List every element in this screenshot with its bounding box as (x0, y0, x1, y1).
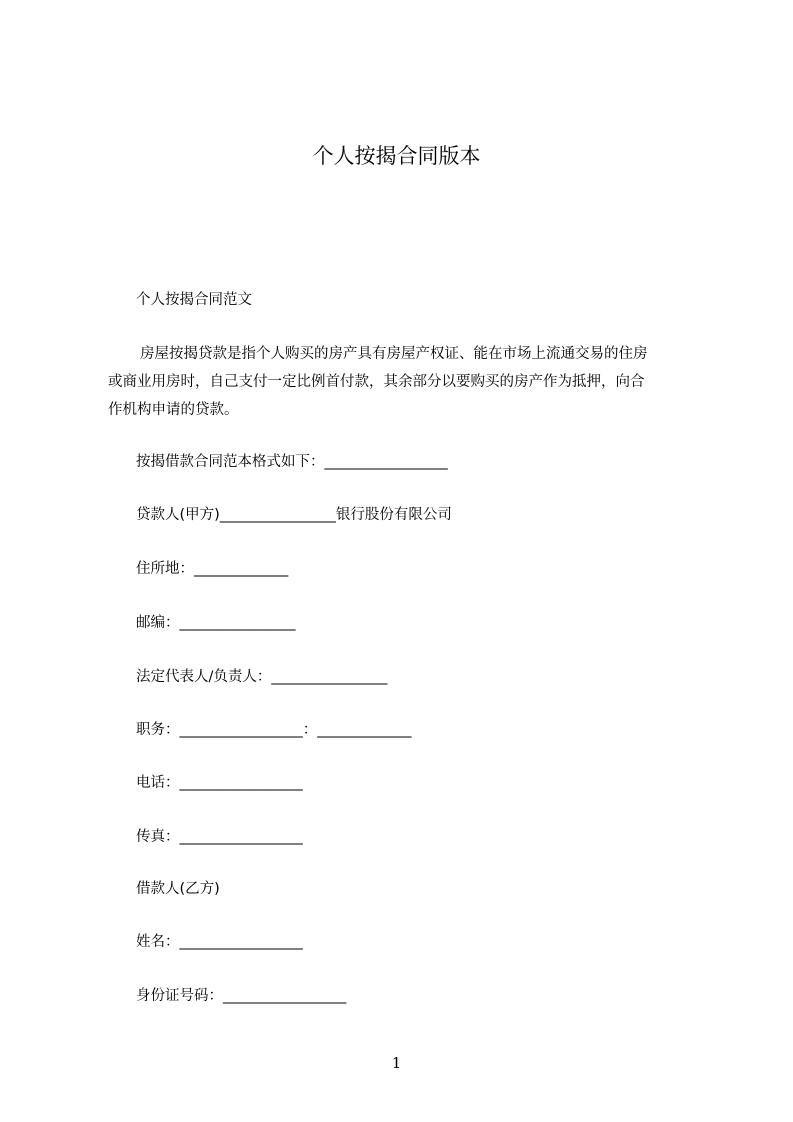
document-title: 个人按揭合同版本 (312, 144, 481, 168)
id-number-line: 身份证号码：_________________ (136, 988, 347, 1004)
address-line: 住所地：_____________ (136, 561, 289, 577)
lender-line: 贷款人(甲方)________________银行股份有限公司 (136, 507, 452, 523)
name-line: 姓名：_________________ (136, 934, 303, 950)
borrower-line: 借款人(乙方) (136, 881, 220, 897)
intro-line-3: 作机构申请的贷款。 (108, 402, 239, 418)
document-subtitle: 个人按揭合同范文 (136, 292, 252, 308)
intro-line-2: 或商业用房时，自己支付一定比例首付款，其余部分以要购买的房产作为抵押，向合 (108, 374, 645, 390)
legal-representative-line: 法定代表人/负责人：________________ (136, 669, 388, 685)
postcode-line: 邮编：________________ (136, 615, 296, 631)
intro-paragraph (108, 340, 701, 424)
position-line: 职务：_________________：_____________ (136, 722, 412, 738)
phone-line: 电话：_________________ (136, 775, 303, 791)
contract-format-line: 按揭借款合同范本格式如下：_________________ (136, 454, 448, 470)
intro-line-1: 房屋按揭贷款是指个人购买的房产具有房屋产权证、能在市场上流通交易的住房 (140, 346, 648, 362)
page-number: 1 (391, 1054, 402, 1072)
fax-line: 传真：_________________ (136, 829, 303, 845)
